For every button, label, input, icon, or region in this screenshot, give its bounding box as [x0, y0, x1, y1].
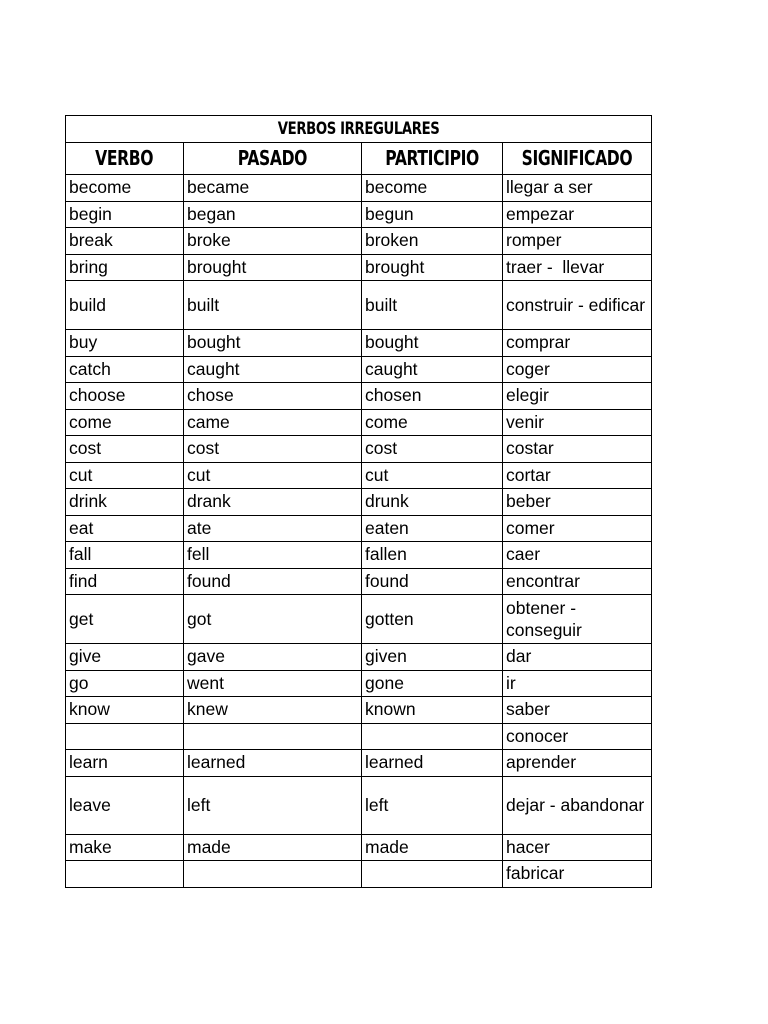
cell-pasado: chose: [184, 383, 362, 410]
cell-pasado: built: [184, 281, 362, 330]
cell-participio: caught: [362, 356, 503, 383]
table-row: [66, 330, 652, 357]
cell-participio: known: [362, 697, 503, 724]
cell-participio: [362, 723, 503, 750]
cell-verbo: bring: [66, 254, 184, 281]
cell-pasado: drank: [184, 489, 362, 516]
cell-participio: fallen: [362, 542, 503, 569]
cell-pasado: became: [184, 175, 362, 202]
cell-pasado: caught: [184, 356, 362, 383]
cell-participio: bought: [362, 330, 503, 357]
cell-verbo: drink: [66, 489, 184, 516]
cell-verbo: cut: [66, 462, 184, 489]
cell-pasado: cut: [184, 462, 362, 489]
cell-pasado: began: [184, 201, 362, 228]
table-row: [66, 834, 652, 861]
cell-pasado: [184, 723, 362, 750]
table-row: [66, 750, 652, 777]
cell-participio: left: [362, 776, 503, 834]
cell-verbo: come: [66, 409, 184, 436]
cell-pasado: went: [184, 670, 362, 697]
cell-significado: encontrar: [503, 568, 652, 595]
cell-participio: cut: [362, 462, 503, 489]
cell-pasado: gave: [184, 644, 362, 671]
cell-significado: cortar: [503, 462, 652, 489]
cell-verbo: choose: [66, 383, 184, 410]
cell-verbo: learn: [66, 750, 184, 777]
cell-verbo: build: [66, 281, 184, 330]
irregular-verbs-table: [65, 115, 652, 888]
table-row: [66, 723, 652, 750]
cell-pasado: made: [184, 834, 362, 861]
cell-significado: dejar - abandonar: [503, 776, 652, 834]
cell-verbo: catch: [66, 356, 184, 383]
header-participio: PARTICIPIO: [362, 143, 503, 175]
cell-significado: venir: [503, 409, 652, 436]
cell-significado: construir - edificar: [503, 281, 652, 330]
cell-pasado: left: [184, 776, 362, 834]
table-row: [66, 436, 652, 463]
cell-participio: made: [362, 834, 503, 861]
cell-significado: aprender: [503, 750, 652, 777]
table-title-row: [66, 116, 652, 143]
cell-significado: llegar a ser: [503, 175, 652, 202]
cell-significado: hacer: [503, 834, 652, 861]
cell-significado: romper: [503, 228, 652, 255]
cell-participio: chosen: [362, 383, 503, 410]
cell-verbo: cost: [66, 436, 184, 463]
cell-participio: built: [362, 281, 503, 330]
cell-participio: drunk: [362, 489, 503, 516]
cell-pasado: knew: [184, 697, 362, 724]
table-row: [66, 542, 652, 569]
cell-significado: comer: [503, 515, 652, 542]
cell-significado: conocer: [503, 723, 652, 750]
cell-significado: comprar: [503, 330, 652, 357]
cell-verbo: know: [66, 697, 184, 724]
cell-pasado: found: [184, 568, 362, 595]
header-pasado: PASADO: [184, 143, 362, 175]
cell-participio: given: [362, 644, 503, 671]
cell-verbo: give: [66, 644, 184, 671]
cell-pasado: cost: [184, 436, 362, 463]
header-significado: SIGNIFICADO: [503, 143, 652, 175]
table-row: [66, 254, 652, 281]
cell-pasado: got: [184, 595, 362, 644]
table-row: [66, 409, 652, 436]
cell-pasado: came: [184, 409, 362, 436]
cell-verbo: become: [66, 175, 184, 202]
table-row: [66, 356, 652, 383]
cell-pasado: learned: [184, 750, 362, 777]
cell-pasado: brought: [184, 254, 362, 281]
cell-significado: empezar: [503, 201, 652, 228]
cell-significado: fabricar: [503, 861, 652, 888]
cell-significado: saber: [503, 697, 652, 724]
table-title: VERBOS IRREGULARES: [66, 116, 652, 143]
header-verbo: VERBO: [66, 143, 184, 175]
cell-verbo: find: [66, 568, 184, 595]
table-row: [66, 697, 652, 724]
cell-pasado: ate: [184, 515, 362, 542]
table-header-row: [66, 143, 652, 175]
cell-participio: broken: [362, 228, 503, 255]
cell-significado: coger: [503, 356, 652, 383]
cell-verbo: break: [66, 228, 184, 255]
cell-participio: gotten: [362, 595, 503, 644]
table-row: [66, 670, 652, 697]
cell-participio: become: [362, 175, 503, 202]
cell-participio: brought: [362, 254, 503, 281]
cell-significado: traer - llevar: [503, 254, 652, 281]
cell-significado: obtener - conseguir: [503, 595, 652, 644]
cell-verbo: [66, 723, 184, 750]
cell-verbo: begin: [66, 201, 184, 228]
cell-verbo: get: [66, 595, 184, 644]
table-row: [66, 489, 652, 516]
cell-verbo: [66, 861, 184, 888]
cell-significado: costar: [503, 436, 652, 463]
table-row: [66, 383, 652, 410]
cell-participio: eaten: [362, 515, 503, 542]
table-row: [66, 228, 652, 255]
cell-verbo: fall: [66, 542, 184, 569]
table-row: [66, 175, 652, 202]
cell-pasado: bought: [184, 330, 362, 357]
table-row: [66, 644, 652, 671]
cell-significado: ir: [503, 670, 652, 697]
cell-participio: found: [362, 568, 503, 595]
cell-verbo: eat: [66, 515, 184, 542]
table-row: [66, 776, 652, 834]
cell-verbo: buy: [66, 330, 184, 357]
table-row: [66, 595, 652, 644]
table-row: [66, 568, 652, 595]
cell-significado: caer: [503, 542, 652, 569]
cell-significado: beber: [503, 489, 652, 516]
table-row: [66, 201, 652, 228]
table-row: [66, 462, 652, 489]
cell-pasado: fell: [184, 542, 362, 569]
verb-sheet: [65, 115, 652, 888]
cell-verbo: go: [66, 670, 184, 697]
cell-significado: dar: [503, 644, 652, 671]
table-row: [66, 861, 652, 888]
cell-participio: gone: [362, 670, 503, 697]
cell-participio: begun: [362, 201, 503, 228]
cell-participio: [362, 861, 503, 888]
cell-pasado: [184, 861, 362, 888]
table-row: [66, 281, 652, 330]
cell-pasado: broke: [184, 228, 362, 255]
table-row: [66, 515, 652, 542]
cell-verbo: make: [66, 834, 184, 861]
cell-significado: elegir: [503, 383, 652, 410]
cell-participio: learned: [362, 750, 503, 777]
cell-verbo: leave: [66, 776, 184, 834]
cell-participio: cost: [362, 436, 503, 463]
cell-participio: come: [362, 409, 503, 436]
